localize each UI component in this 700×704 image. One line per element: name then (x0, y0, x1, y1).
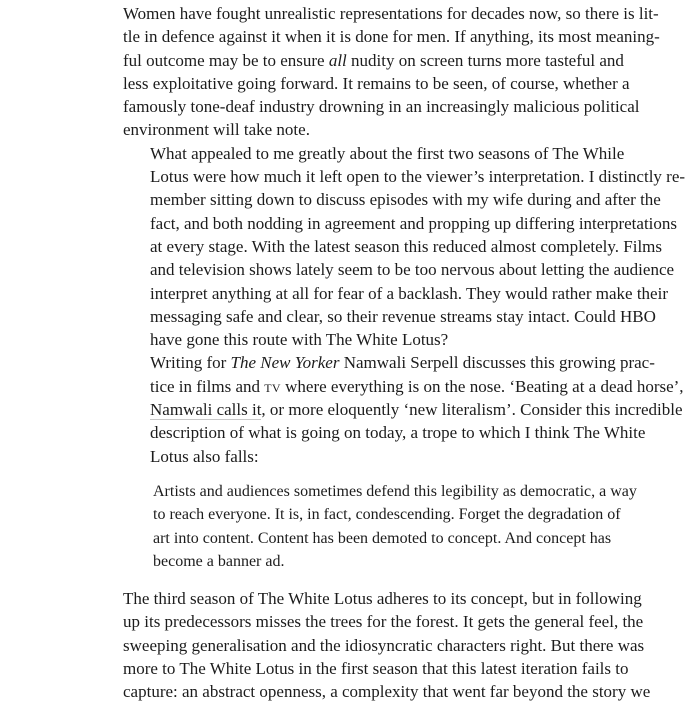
paragraph-third-season (123, 587, 651, 703)
paragraph-new-literalism (123, 351, 684, 467)
block-quote (153, 480, 637, 573)
text-line: have gone this route with The White Lotus? (150, 330, 449, 350)
text-line: What appealed to me greatly about the first two seasons of The While (150, 143, 625, 163)
text-line: Lotus were how much it left open to the viewer’s interpretation. I distinctly re- (150, 167, 686, 187)
text-line: famously tone-deaf industry drowning in an increasingly malicious political (123, 97, 640, 117)
text-line: member sitting down to discuss episodes with my wife during and after the (150, 190, 661, 210)
text-line: more to The White Lotus in the first season that this latest iteration fails to (123, 659, 629, 679)
text-line: environment will take note. (123, 120, 310, 140)
italic-title: The New Yorker (230, 353, 340, 373)
text-line: less exploitative going forward. It remains to be seen, of course, whether a (123, 73, 630, 93)
article-body (123, 2, 686, 704)
text-line: Women have fought unrealistic representations for decades now, so there is lit- (123, 4, 659, 23)
text-line: capture: an abstract openness, a complexity that went far beyond the story we (123, 682, 651, 702)
text-line: Lotus also falls: (150, 446, 259, 466)
text-line: at every stage. With the latest season this reduced almost completely. Films (150, 236, 663, 256)
quote-line: Artists and audiences sometimes defend this legibility as democratic, a way (153, 482, 637, 500)
text-line: interpret anything at all for fear of a backlash. They would rather make their (150, 283, 668, 303)
source-link[interactable]: Namwali calls it (150, 400, 262, 420)
text-line: tice in films and tv where everything is on the nose. ‘Beating at a dead horse’, (150, 376, 684, 396)
text-line: The third season of The White Lotus adheres to its concept, but in following (123, 589, 642, 609)
italic-title: all (328, 50, 347, 70)
quote-line: to reach everyone. It is, in fact, condescending. Forget the degradation of (153, 506, 621, 524)
small-caps-text: tv (264, 376, 281, 396)
text-line: description of what is going on today, a trope to which I think The White (150, 423, 646, 443)
text-line: sweeping generalisation and the idiosyncratic characters right. But there was (123, 635, 645, 655)
text-line: ful outcome may be to ensure all nudity on screen turns more tasteful and (123, 50, 624, 70)
text-line: Namwali calls it, or more eloquently ‘new literalism’. Consider this incredible (150, 400, 683, 420)
text-line: tle in defence against it when it is done for men. If anything, its most meaning- (123, 27, 660, 47)
paragraph-nudity (123, 2, 660, 142)
text-line: fact, and both nodding in agreement and propping up differing interpretations (150, 213, 678, 233)
text-line: and television shows lately seem to be too nervous about letting the audience (150, 260, 675, 280)
quote-line: become a banner ad. (153, 552, 285, 570)
paragraph-interpretation (123, 142, 686, 352)
text-line: messaging safe and clear, so their revenue streams stay intact. Could HBO (150, 306, 656, 326)
text-line: up its predecessors misses the trees for the forest. It gets the general feel, the (123, 612, 644, 632)
quote-line: art into content. Content has been demoted to concept. And concept has (153, 529, 612, 547)
text-line: Writing for The New Yorker Namwali Serpell discusses this growing prac- (150, 353, 655, 373)
